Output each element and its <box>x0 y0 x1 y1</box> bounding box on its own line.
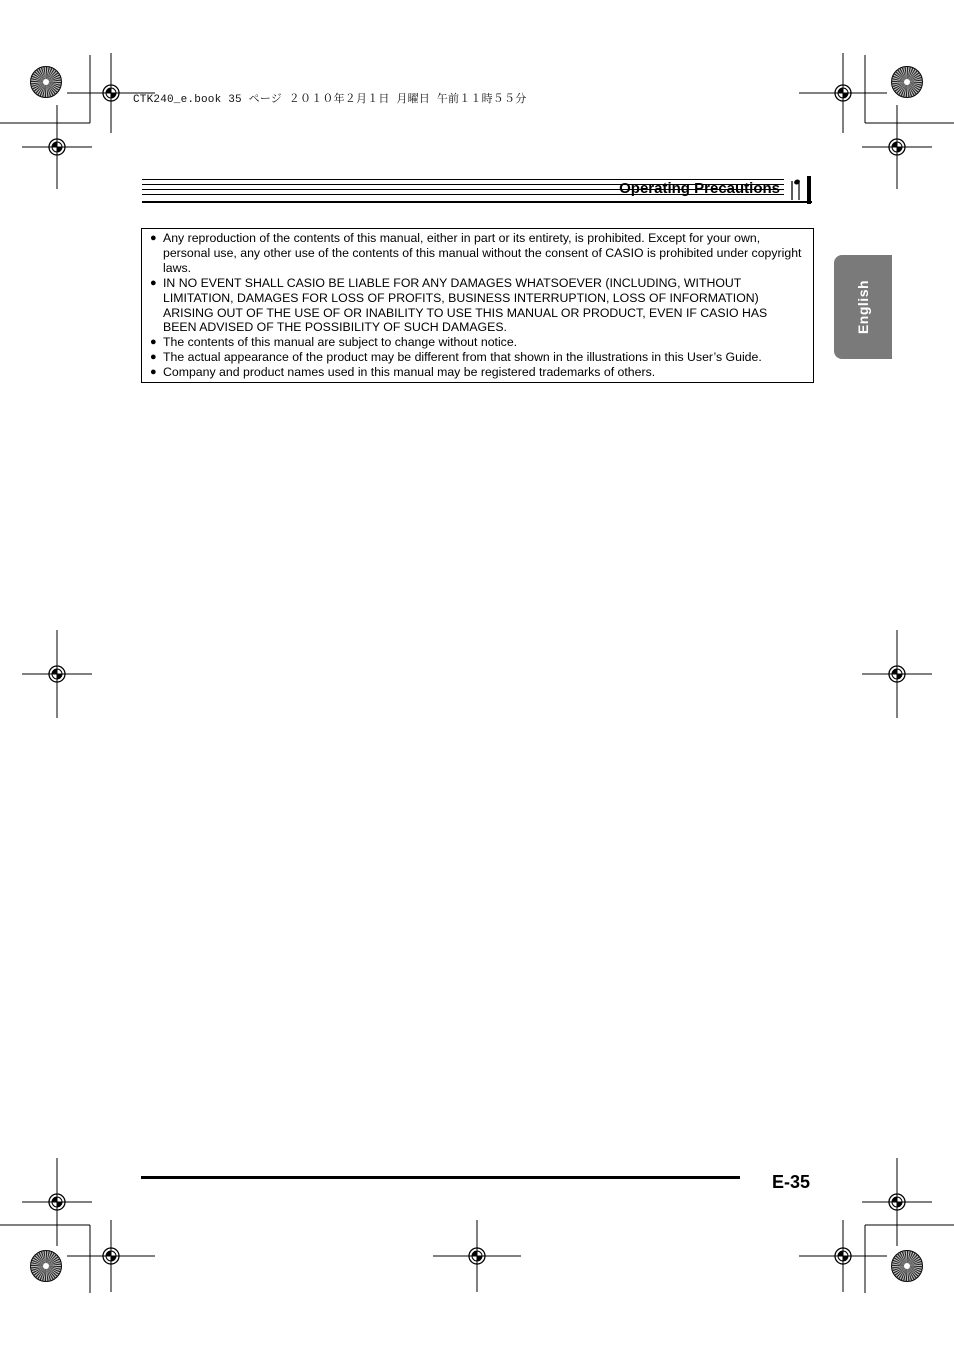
notice-item <box>150 365 803 380</box>
starburst-icon <box>890 65 924 99</box>
crosshair-icon <box>22 105 92 189</box>
starburst-icon <box>29 65 63 99</box>
notice-text: The actual appearance of the product may be different from that shown in the illustrations in this User’s Guide. <box>163 350 762 365</box>
notice-item <box>150 335 803 350</box>
notice-box <box>141 228 814 383</box>
notice-text: The contents of this manual are subject to change without notice. <box>163 335 518 350</box>
bullet-icon: ● <box>150 336 157 349</box>
notice-text: Any reproduction of the contents of this manual, either in part or its entirety, is prohibited. Except for your own, personal use, any other use of the contents of this manual without the consent of CASIO is prohibited under copyright laws. <box>163 231 802 275</box>
language-tab-label: English <box>855 279 871 335</box>
trim-mark <box>865 123 954 124</box>
trim-mark <box>0 123 90 124</box>
bullet-icon: ● <box>150 232 157 244</box>
trim-mark <box>865 1225 866 1293</box>
starburst-icon <box>29 1249 63 1283</box>
crosshair-icon <box>22 630 92 718</box>
bullet-icon: ● <box>150 276 157 289</box>
footer-rule <box>141 1176 740 1179</box>
crosshair-icon <box>433 1220 521 1292</box>
crosshair-icon <box>799 1220 887 1292</box>
starburst-icon <box>890 1249 924 1283</box>
notice-item <box>150 231 803 276</box>
trim-mark <box>90 55 91 123</box>
crosshair-icon <box>862 630 932 718</box>
crosshair-icon <box>67 1220 155 1292</box>
crosshair-icon <box>862 105 932 189</box>
music-note-icon <box>786 176 812 204</box>
trim-mark <box>865 55 866 123</box>
notice-item <box>150 276 803 336</box>
header-rule <box>142 201 812 203</box>
notice-text: Company and product names used in this manual may be registered trademarks of others. <box>163 365 656 380</box>
page-number: E-35 <box>772 1172 811 1192</box>
notice-text: IN NO EVENT SHALL CASIO BE LIABLE FOR ANY DAMAGES WHATSOEVER (INCLUDING, WITHOUT LIMITATION, DAMAGES FOR LOSS OF PROFITS, BUSINESS INTERRUPTION, LOSS OF INFORMATION) ARISING OUT OF THE USE OF OR INABILITY TO USE THIS MANUAL OR PRODUCT, EVEN IF CASIO HAS BEEN ADVISED OF THE POSSIBILITY OF SUCH DAMAGES. <box>163 275 768 335</box>
section-title: Operating Precautions <box>619 180 780 197</box>
bullet-icon: ● <box>150 366 157 379</box>
notice-list <box>150 231 803 380</box>
language-tab <box>834 255 892 359</box>
notice-item <box>150 350 803 365</box>
trim-mark <box>90 1225 91 1293</box>
print-header: CTK240_e.book 35 ページ ２０１０年２月１日 月曜日 午前１１時５５分 <box>133 94 527 106</box>
trim-mark <box>0 1225 90 1226</box>
trim-mark <box>865 1225 954 1226</box>
bullet-icon: ● <box>150 351 157 364</box>
